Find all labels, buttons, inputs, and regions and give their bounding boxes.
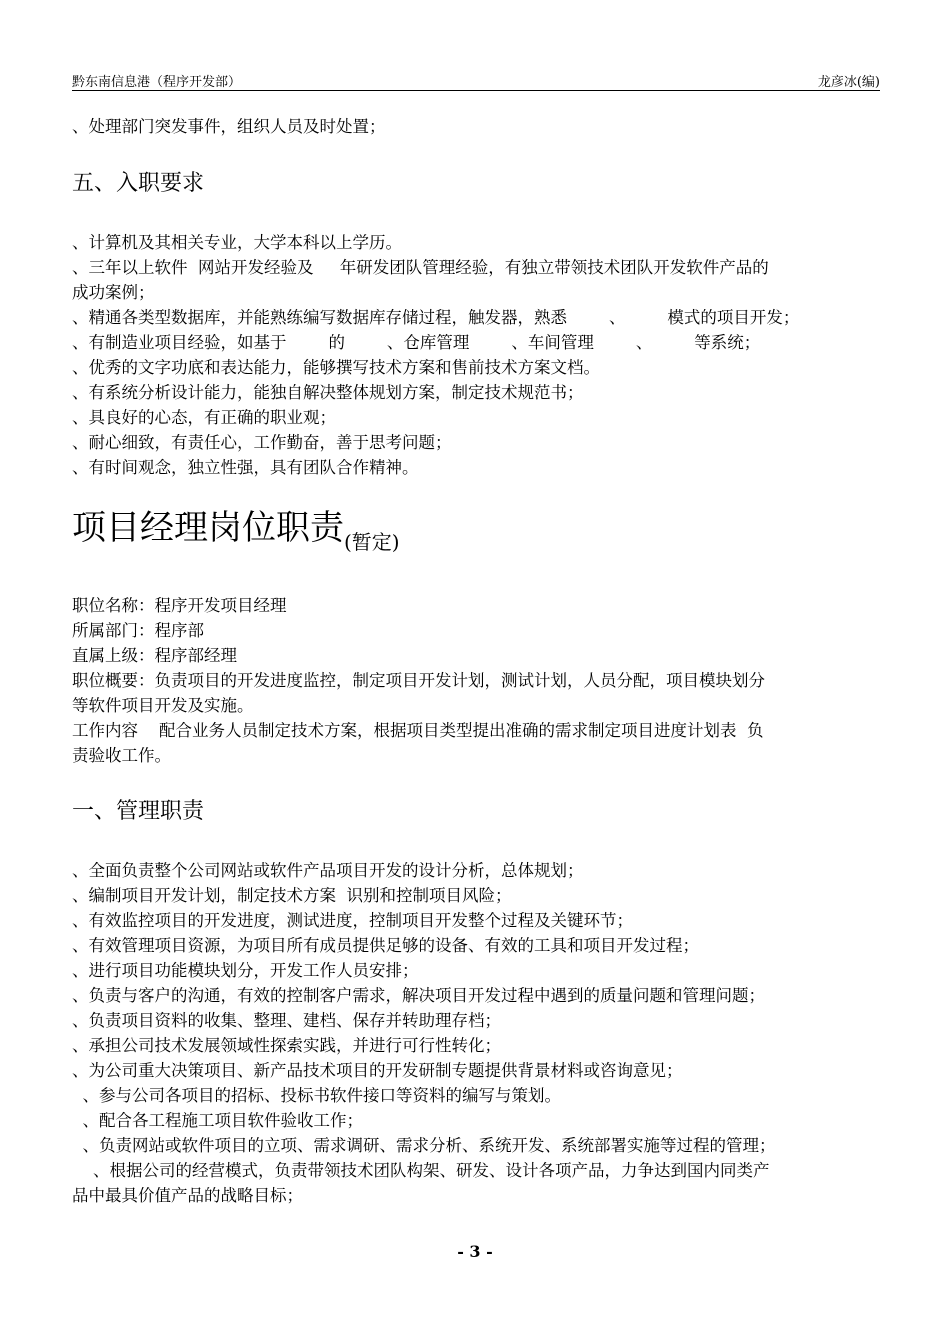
header-left-text: 黔东南信息港（程序开发部） (72, 75, 242, 90)
section5-heading: 五、入职要求 (72, 171, 205, 196)
page-title-main: 项目经理岗位职责 (72, 508, 344, 548)
section1-item: 、负责项目资料的收集、整理、建档、保存并转助理存档； (72, 1011, 501, 1030)
info-line: 所属部门：程序部 (72, 621, 204, 640)
page-title-sub: (暂定) (344, 530, 400, 554)
section1-item: 、进行项目功能模块划分，开发工作人员安排； (72, 961, 419, 980)
intro-line: 、处理部门突发事件，组织人员及时处置； (72, 117, 386, 136)
section5-item: 、耐心细致，有责任心，工作勤奋，善于思考问题； (72, 433, 452, 452)
info-line: 职位概要：负责项目的开发进度监控，制定项目开发计划，测试计划，人员分配，项目模块划分 (72, 671, 765, 690)
info-line: 直属上级：程序部经理 (72, 646, 237, 665)
section1-item: 、根据公司的经营模式，负责带领技术团队构架、研发、设计各项产品，力争达到国内同类产 (72, 1161, 770, 1180)
section1-item: 、承担公司技术发展领域性探索实践，并进行可行性转化； (72, 1036, 501, 1055)
section5-item: 、有时间观念，独立性强，具有团队合作精神。 (72, 458, 419, 477)
section5-item: 成功案例； (72, 283, 155, 302)
section5-item: 、计算机及其相关专业，大学本科以上学历。 (72, 233, 402, 252)
section5-item: 、具良好的心态，有正确的职业观； (72, 408, 336, 427)
section1-item: 、负责网站或软件项目的立项、需求调研、需求分析、系统开发、系统部署实施等过程的管理； (72, 1136, 776, 1155)
section5-item: 、精通各类型数据库，并能熟练编写数据库存储过程，触发器，熟悉 、 模式的项目开发； (72, 308, 800, 327)
info-line: 职位名称：程序开发项目经理 (72, 596, 287, 615)
info-line: 责验收工作。 (72, 746, 171, 765)
section1-item: 、有效管理项目资源，为项目所有成员提供足够的设备、有效的工具和项目开发过程； (72, 936, 699, 955)
info-line: 工作内容 配合业务人员制定技术方案，根据项目类型提出准确的需求制定项目进度计划表 负 (72, 721, 764, 740)
info-line: 等软件项目开发及实施。 (72, 696, 254, 715)
section1-item: 、编制项目开发计划，制定技术方案 识别和控制项目风险； (72, 886, 512, 905)
section5-item: 、有制造业项目经验，如基于 的 、仓库管理 、车间管理 、 等系统； (72, 333, 761, 352)
section1-item: 品中最具价值产品的战略目标； (72, 1186, 303, 1205)
section1-item: 、负责与客户的沟通，有效的控制客户需求，解决项目开发过程中遇到的质量问题和管理问题； (72, 986, 765, 1005)
section5-item: 、优秀的文字功底和表达能力，能够撰写技术方案和售前技术方案文档。 (72, 358, 600, 377)
page-header (72, 70, 880, 91)
page-number: - 3 - (457, 1242, 493, 1261)
section5-item: 、三年以上软件 网站开发经验及 年研发团队管理经验，有独立带领技术团队开发软件产品的 (72, 258, 769, 277)
section1-item: 、有效监控项目的开发进度，测试进度，控制项目开发整个过程及关键环节； (72, 911, 633, 930)
section1-item: 、配合各工程施工项目软件验收工作； (72, 1111, 363, 1130)
section1-heading: 一、管理职责 (72, 799, 205, 824)
header-right-text: 龙彦冰(编) (817, 75, 880, 90)
section5-item: 、有系统分析设计能力，能独自解决整体规划方案，制定技术规范书； (72, 383, 584, 402)
section1-item: 、为公司重大决策项目、新产品技术项目的开发研制专题提供背景材料或咨询意见； (72, 1061, 683, 1080)
section1-item: 、全面负责整个公司网站或软件产品项目开发的设计分析，总体规划； (72, 861, 584, 880)
section1-item: 、参与公司各项目的招标、投标书软件接口等资料的编写与策划。 (72, 1086, 561, 1105)
page-title (72, 500, 400, 555)
